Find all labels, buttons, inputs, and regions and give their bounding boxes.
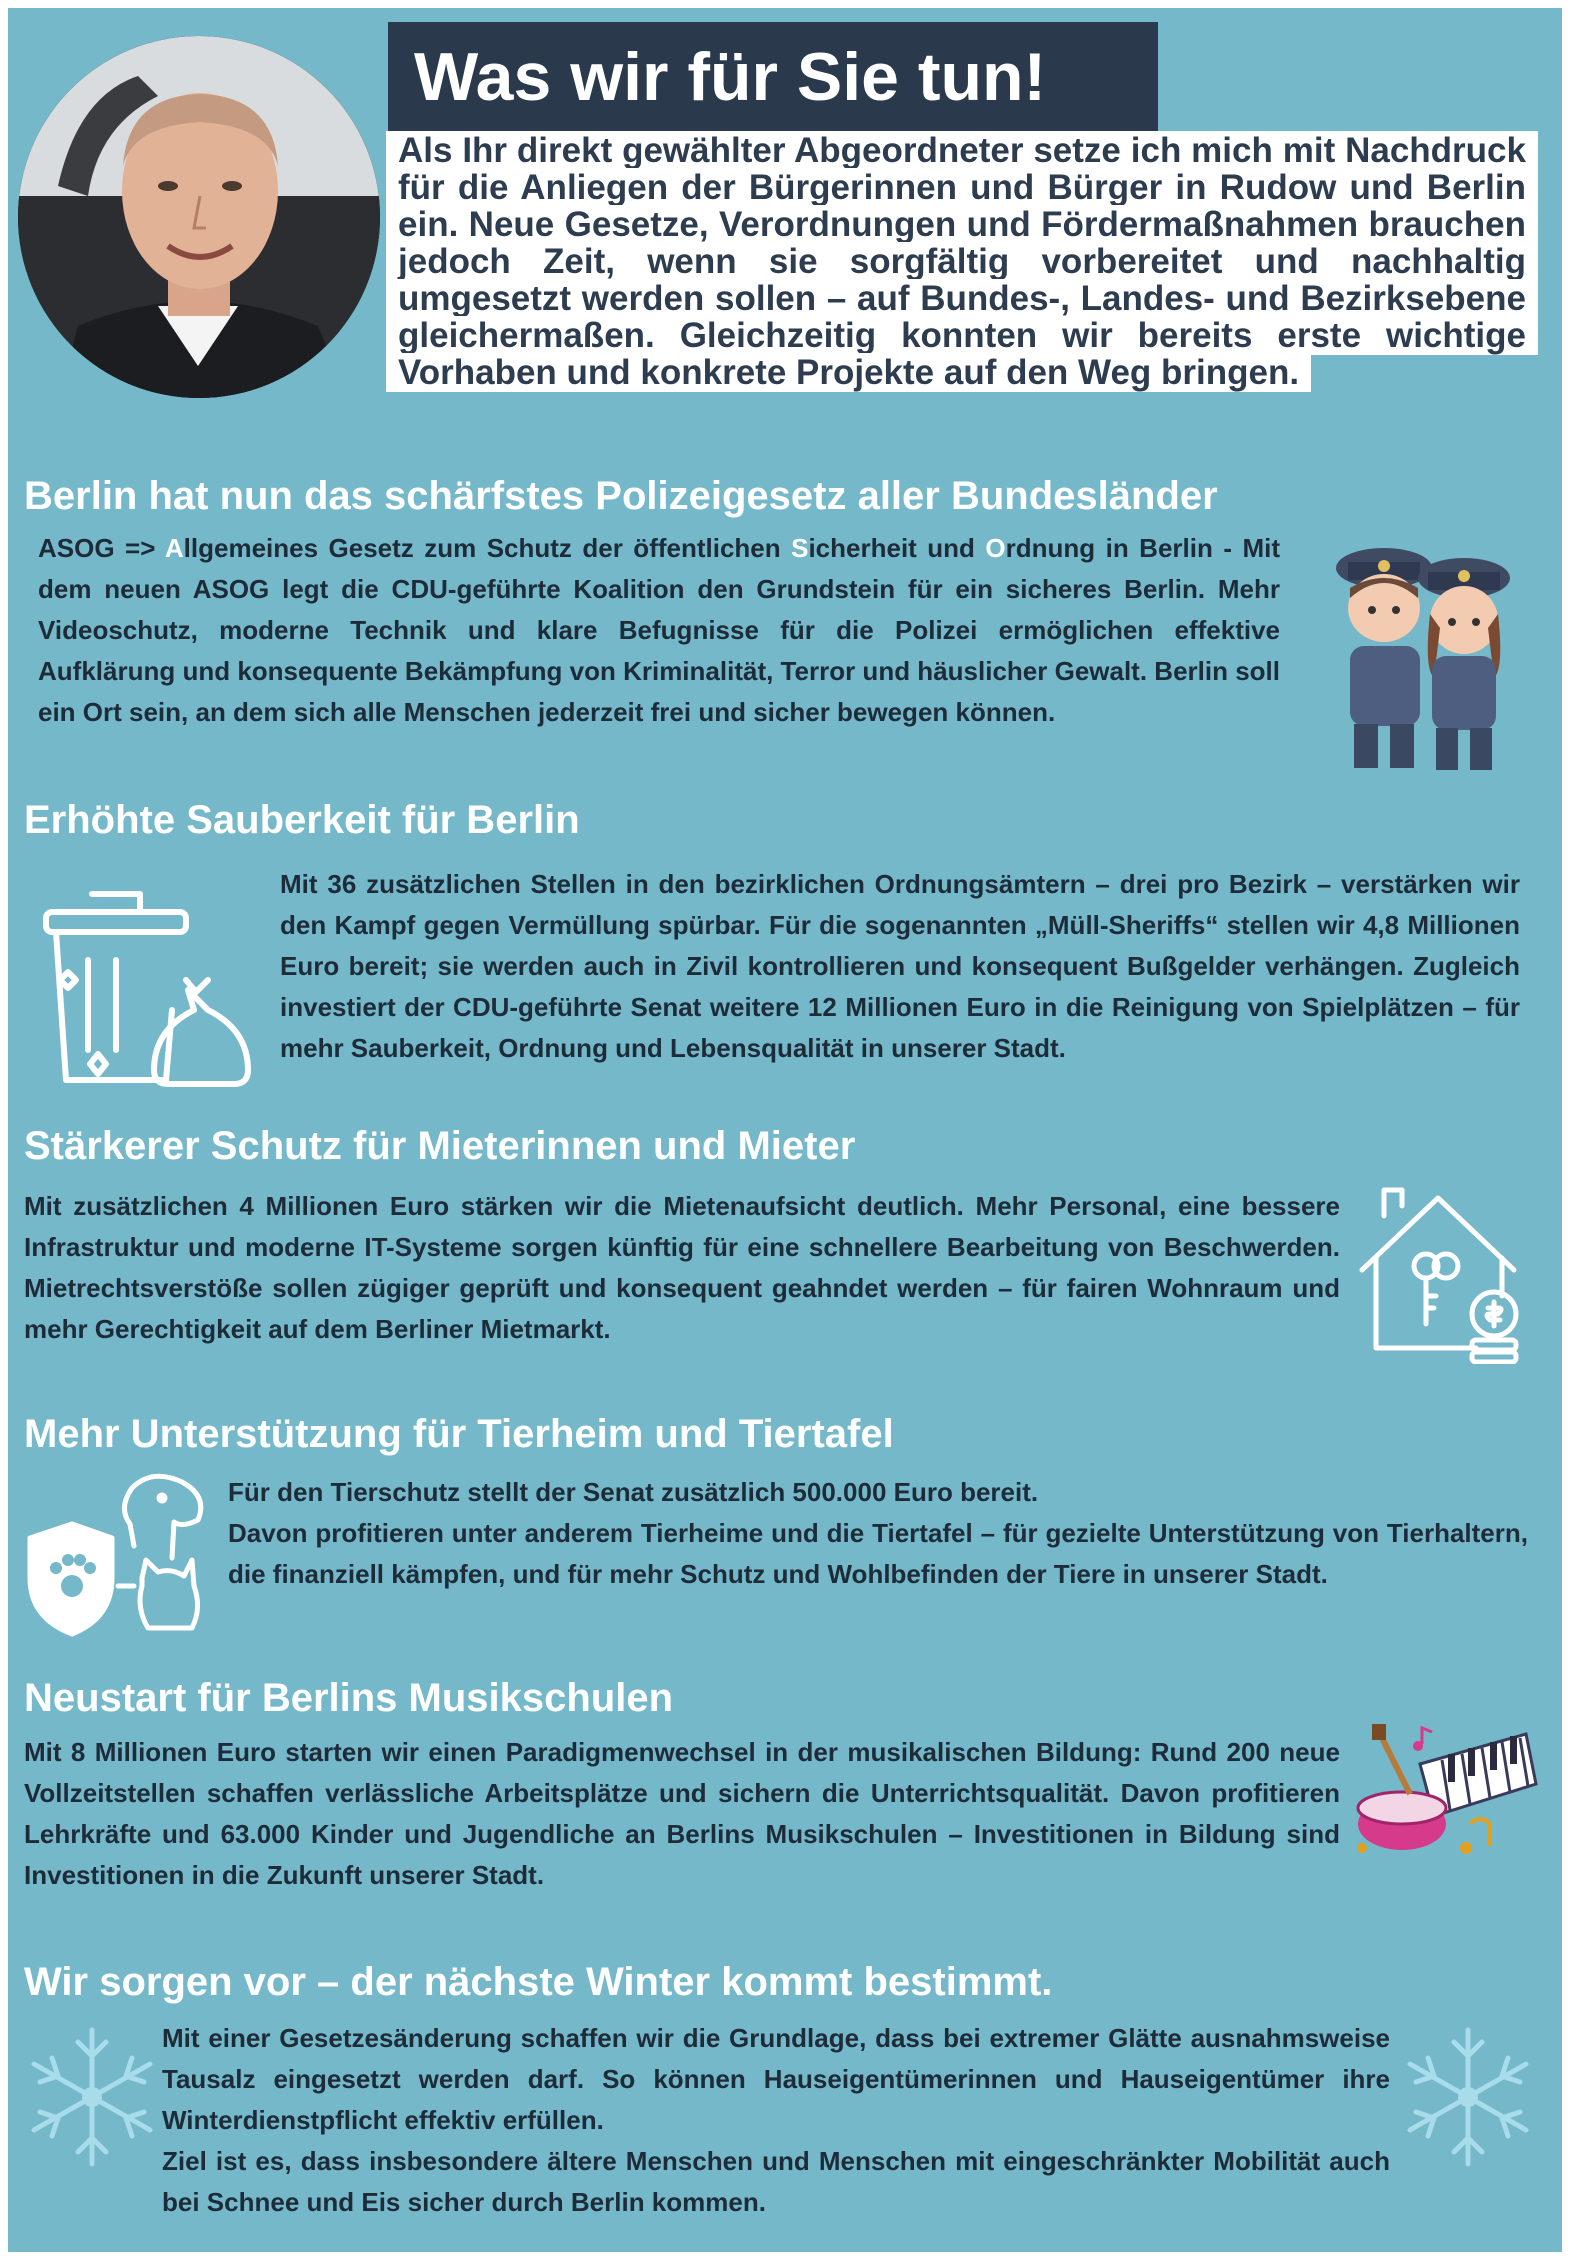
text-animals [228, 1472, 1528, 1595]
heading-winter: Wir sorgen vor – der nächste Winter kommt bestimmt. [24, 1960, 1053, 2004]
intro-text: Als Ihr direkt gewählter Abgeordneter setze ich mich mit Nachdruck für die Anliegen der Bürgerinnen und Bürger in Rudow und Berlin ein. Neue Gesetze, Verordnungen und Fördermaßnahmen brauchen jedoch Zeit, wenn sie sorgfältig vorbereitet und nachhaltig umgesetzt werden sollen – auf Bundes-, Landes- und Bezirksebene gleichermaßen. Gleichzeitig konnten wir bereits erste wichtige Vorhaben und konkrete Projekte auf den Weg bringen. [386, 132, 1538, 391]
text-tenants: Mit zusätzlichen 4 Millionen Euro stärken wir die Mietenaufsicht deutlich. Mehr Personal, eine bessere Infrastruktur und moderne IT-Systeme sorgen künftig für eine schnellere Bearbeitung von Beschwerden. Mietrechtsverstöße sollen zügiger geprüft und konsequent geahndet werden – für fairen Wohnraum und mehr Gerechtigkeit auf dem Berliner Mietmarkt. [24, 1191, 1340, 1344]
pet-shield-icon [22, 1468, 212, 1643]
text-winter-p2: Ziel ist es, dass insbesondere ältere Menschen und Menschen mit eingeschränkter Mobilität auch bei Schnee und Eis sicher durch Berlin kommen. [162, 2146, 1390, 2217]
heading-music: Neustart für Berlins Musikschulen [24, 1676, 674, 1720]
text-police: ASOG => Allgemeines Gesetz zum Schutz der öffentlichen Sicherheit und Ordnung in Berlin - Mit dem neuen ASOG legt die CDU-geführte Koalition den Grundstein für ein sicheres Berlin. Mehr Videoschutz, moderne Technik und klare Befugnisse für die Polizei ermöglichen effektive Aufklärung und konsequente Bekämpfung von Kriminalität, Terror und häuslicher Gewalt. Berlin soll ein Ort sein, an dem sich alle Menschen jederzeit frei und sicher bewegen können. [38, 533, 1280, 727]
house-key-money-icon [1356, 1184, 1530, 1369]
snowflake-icon [22, 2022, 162, 2177]
heading-animals: Mehr Unterstützung für Tierheim und Tiertafel [24, 1412, 894, 1456]
text-music: Mit 8 Millionen Euro starten wir einen Paradigmenwechsel in der musikalischen Bildung: Rund 200 neue Vollzeitstellen schaffen verlässliche Arbeitsplätze und sichern die Unterrichtsqualität. Davon profitieren Lehrkräfte und 63.000 Kinder und Jugendliche an Berlins Musikschulen – Investitionen in Bildung sind Investitionen in die Zukunft unserer Stadt. [24, 1737, 1340, 1890]
portrait-photo [18, 36, 380, 398]
trash-bin-icon [38, 880, 254, 1101]
text-animals-p1: Für den Tierschutz stellt der Senat zusätzlich 500.000 Euro bereit. [228, 1477, 1039, 1507]
heading-clean: Erhöhte Sauberkeit für Berlin [24, 798, 580, 842]
text-clean: Mit 36 zusätzlichen Stellen in den bezirklichen Ordnungsämtern – drei pro Bezirk – verstärken wir den Kampf gegen Vermüllung spürbar. Für die sogenannten „Müll-Sheriffs“ stellen wir 4,8 Millionen Euro bereit; sie werden auch in Zivil kontrollieren und konsequent Bußgelder verhängen. Zugleich investiert der CDU-geführte Senat weitere 12 Millionen Euro in die Reinigung von Spielplätzen – für mehr Sauberkeit, Ordnung und Lebensqualität in unserer Stadt. [280, 869, 1520, 1063]
text-winter [162, 2018, 1390, 2223]
text-animals-p2: Davon profitieren unter anderem Tierheime und die Tiertafel – für gezielte Unterstützung von Tierhaltern, die finanziell kämpfen, und für mehr Schutz und Wohlbefinden der Tiere in unserer Stadt. [228, 1518, 1528, 1589]
page-title: Was wir für Sie tun! [388, 22, 1158, 132]
music-instruments-icon [1350, 1724, 1540, 1869]
snowflake-icon-right [1398, 2022, 1538, 2177]
flyer-page [8, 8, 1562, 2252]
text-winter-p1: Mit einer Gesetzesänderung schaffen wir die Grundlage, dass bei extremer Glätte ausnahmsweise Tausalz eingesetzt werden darf. So können Hauseigentümerinnen und Hauseigentümer ihre Winterdienstpflicht effektiv erfüllen. [162, 2023, 1390, 2135]
heading-police: Berlin hat nun das schärfstes Polizeigesetz aller Bundesländer [24, 474, 1218, 518]
heading-tenants: Stärkerer Schutz für Mieterinnen und Mieter [24, 1124, 856, 1168]
police-officers-icon [1324, 528, 1524, 783]
